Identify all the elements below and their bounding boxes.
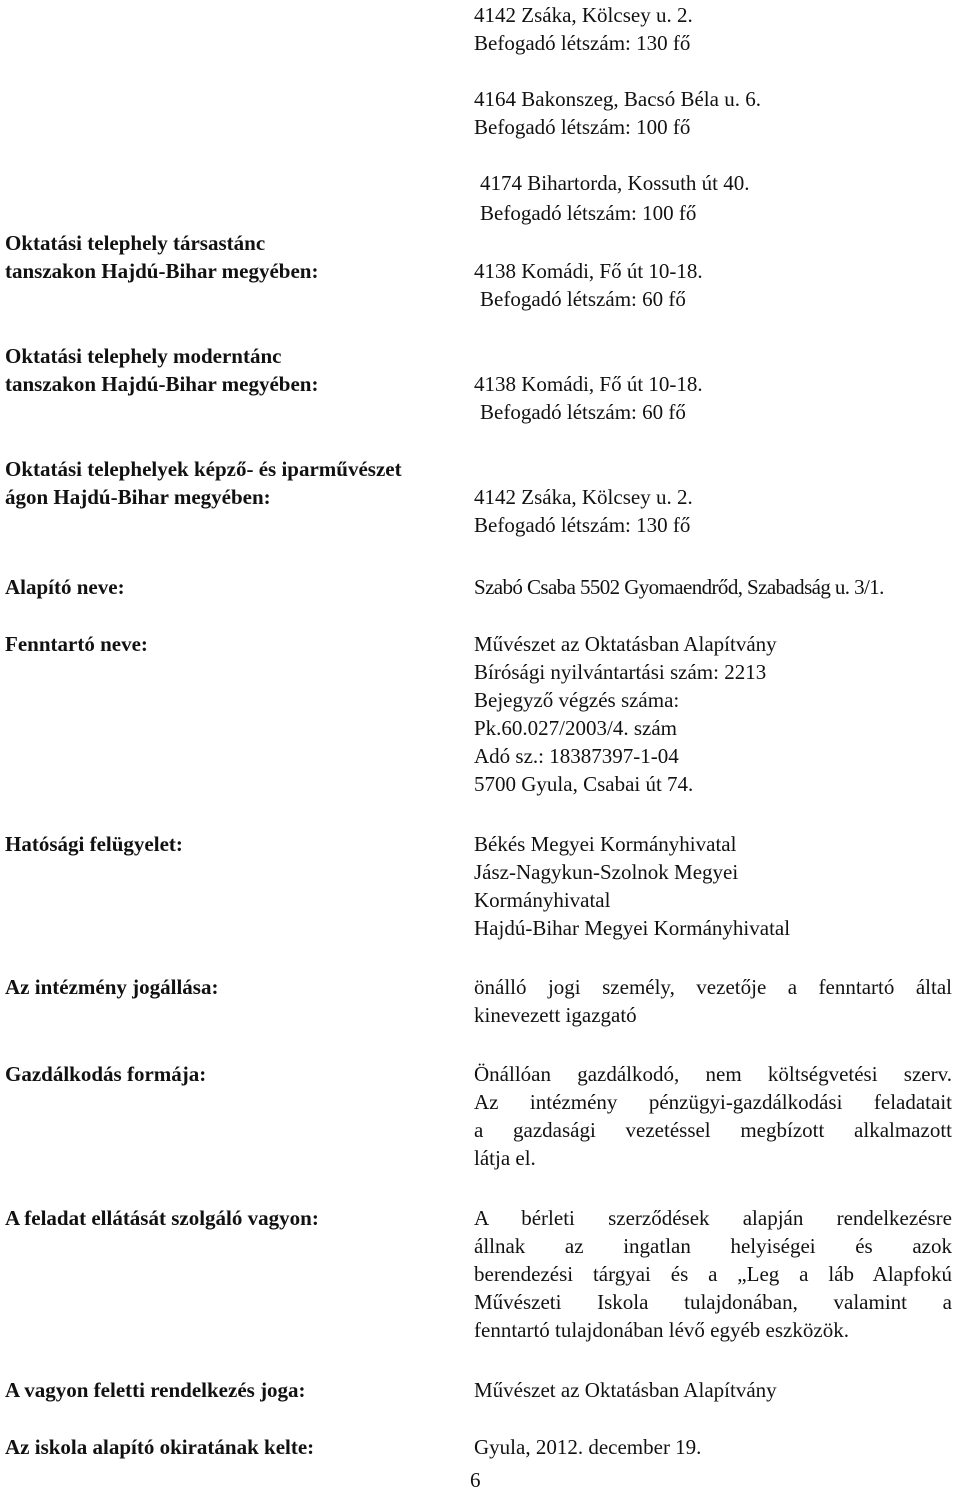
vagyon-label: A feladat ellátását szolgáló vagyon: — [5, 1206, 319, 1230]
section-label: Oktatási telephely moderntánc — [5, 344, 282, 368]
hatosagi-line: Hajdú-Bihar Megyei Kormányhivatal — [474, 916, 791, 940]
alapito-value: Szabó Csaba 5502 Gyomaendrőd, Szabadság u. 3/1. — [474, 575, 884, 599]
vagyon-line: fenntartó tulajdonában lévő egyéb eszközök. — [474, 1318, 849, 1342]
fenntarto-line: Bírósági nyilvántartási szám: 2213 — [474, 660, 767, 684]
site-capacity: Befogadó létszám: 130 fő — [474, 513, 691, 537]
site-address: 4164 Bakonszeg, Bacsó Béla u. 6. — [474, 87, 761, 111]
site-address: 4138 Komádi, Fő út 10-18. — [474, 259, 703, 283]
site-capacity: Befogadó létszám: 130 fő — [474, 31, 691, 55]
vagyon-line: A bérleti szerződések alapján rendelkezésre — [474, 1206, 952, 1230]
section-label: Oktatási telephelyek képző- és iparművészet — [5, 457, 402, 481]
vagyon-line: Művészeti Iskola tulajdonában, valamint a — [474, 1290, 952, 1314]
section-label: ágon Hajdú-Bihar megyében: — [5, 485, 271, 509]
gazdalkodas-line: a gazdasági vezetéssel megbízott alkalmazott — [474, 1118, 952, 1142]
site-address: 4142 Zsáka, Kölcsey u. 2. — [474, 3, 693, 27]
section-label: tanszakon Hajdú-Bihar megyében: — [5, 372, 319, 396]
jogallas-line: önálló jogi személy, vezetője a fenntartó által — [474, 975, 952, 999]
hatosagi-line: Kormányhivatal — [474, 888, 611, 912]
site-address: 4138 Komádi, Fő út 10-18. — [474, 372, 703, 396]
section-label: Oktatási telephely társastánc — [5, 231, 266, 255]
hatosagi-line: Békés Megyei Kormányhivatal — [474, 832, 737, 856]
kelte-label: Az iskola alapító okiratának kelte: — [5, 1435, 315, 1459]
fenntarto-label: Fenntartó neve: — [5, 632, 148, 656]
fenntarto-line: 5700 Gyula, Csabai út 74. — [474, 772, 694, 796]
hatosagi-label: Hatósági felügyelet: — [5, 832, 183, 856]
page-number: 6 — [470, 1468, 481, 1492]
gazdalkodas-line: látja el. — [474, 1146, 536, 1170]
jogallas-line: kinevezett igazgató — [474, 1003, 637, 1027]
site-address: 4142 Zsáka, Kölcsey u. 2. — [474, 485, 693, 509]
fenntarto-line: Művészet az Oktatásban Alapítvány — [474, 632, 777, 656]
hatosagi-line: Jász-Nagykun-Szolnok Megyei — [474, 860, 739, 884]
rendelkezes-value: Művészet az Oktatásban Alapítvány — [474, 1378, 777, 1402]
site-capacity: Befogadó létszám: 100 fő — [474, 115, 691, 139]
vagyon-line: berendezési tárgyai és a „Leg a láb Alapfokú — [474, 1262, 952, 1286]
vagyon-line: állnak az ingatlan helyiségei és azok — [474, 1234, 952, 1258]
site-address: 4174 Bihartorda, Kossuth út 40. — [480, 171, 750, 195]
gazdalkodas-line: Önállóan gazdálkodó, nem költségvetési szerv. — [474, 1062, 952, 1086]
alapito-label: Alapító neve: — [5, 575, 125, 599]
gazdalkodas-line: Az intézmény pénzügyi-gazdálkodási feladatait — [474, 1090, 952, 1114]
site-capacity: Befogadó létszám: 100 fő — [480, 201, 697, 225]
fenntarto-line: Bejegyző végzés száma: — [474, 688, 680, 712]
section-label: tanszakon Hajdú-Bihar megyében: — [5, 259, 319, 283]
site-capacity: Befogadó létszám: 60 fő — [480, 287, 686, 311]
fenntarto-line: Pk.60.027/2003/4. szám — [474, 716, 677, 740]
fenntarto-line: Adó sz.: 18387397-1-04 — [474, 744, 679, 768]
rendelkezes-label: A vagyon feletti rendelkezés joga: — [5, 1378, 306, 1402]
jogallas-label: Az intézmény jogállása: — [5, 975, 219, 999]
site-capacity: Befogadó létszám: 60 fő — [480, 400, 686, 424]
gazdalkodas-label: Gazdálkodás formája: — [5, 1062, 207, 1086]
kelte-value: Gyula, 2012. december 19. — [474, 1435, 702, 1459]
